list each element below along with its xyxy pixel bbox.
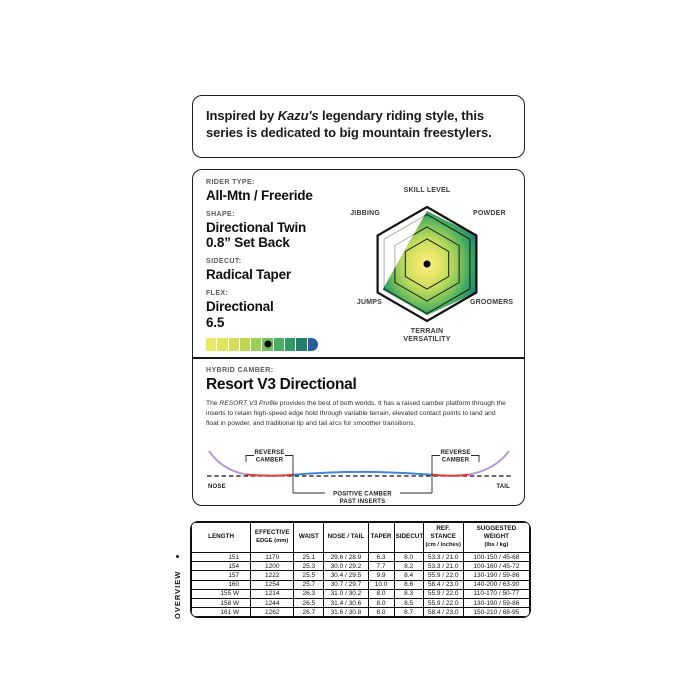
flex-scale-segment — [240, 338, 250, 351]
reverse-camber-right-label-line2: CAMBER — [441, 457, 470, 464]
radar-axis-jibbing: JIBBING — [350, 210, 380, 217]
cell-taper: 8.0 — [368, 589, 394, 598]
camber-nose-tip-curve — [209, 451, 246, 475]
cell-sidecut: 8.7 — [394, 608, 423, 617]
cell-waist: 25.7 — [294, 580, 324, 589]
cell-suggested-weight: 130-190 / 59-86 — [463, 571, 529, 580]
intro-italic-name: Kazu's — [277, 108, 319, 123]
intro-box — [192, 95, 525, 158]
nose-label: NOSE — [208, 484, 226, 491]
cell-taper: 8.0 — [368, 598, 394, 607]
table-row — [192, 553, 530, 562]
cell-length: 160 — [192, 580, 251, 589]
flex-scale-bar — [206, 338, 318, 351]
spec-section — [193, 170, 524, 357]
cell-sidecut: 8.5 — [394, 598, 423, 607]
table-row — [192, 571, 530, 580]
table-row — [192, 589, 530, 598]
cell-waist: 25.1 — [294, 553, 324, 562]
radar-center-dot — [424, 261, 431, 268]
cell-suggested-weight: 150-210 / 68-95 — [463, 608, 529, 617]
reverse-camber-left-label-line1: REVERSE — [254, 450, 285, 457]
table-header-ref-stance: REF. STANCE (cm / inches) — [423, 523, 463, 553]
cell-suggested-weight: 100-160 / 45-72 — [463, 562, 529, 571]
camber-profile-name: RESORT V3 Profile — [219, 400, 278, 407]
cell-length: 151 — [192, 553, 251, 562]
cell-waist: 25.5 — [294, 571, 324, 580]
cell-length: 161 W — [192, 608, 251, 617]
camber-positive-curve — [293, 472, 432, 475]
positive-camber-label-line1: POSITIVE CAMBER — [333, 491, 392, 498]
camber-tail-tip-curve — [469, 451, 509, 475]
radar-axis-powder: POWDER — [473, 210, 506, 217]
rider-type-label: RIDER TYPE: — [206, 179, 255, 186]
camber-reverse-left-curve — [246, 475, 293, 476]
flex-scale-segment — [274, 338, 284, 351]
tail-label: TAIL — [496, 484, 510, 491]
cell-sidecut: 8.4 — [394, 571, 423, 580]
table-header-row — [192, 523, 530, 553]
cell-length: 154 — [192, 562, 251, 571]
table-header-suggested-weight: SUGGESTED WEIGHT (lbs / kg) — [463, 523, 529, 553]
cell-nose-tail: 30.4 / 29.5 — [324, 571, 368, 580]
cell-length: 157 — [192, 571, 251, 580]
reverse-camber-right-label-line1: REVERSE — [440, 450, 471, 457]
cell-taper: 9.9 — [368, 571, 394, 580]
cell-nose-tail: 31.6 / 30.8 — [324, 608, 368, 617]
cell-waist: 26.3 — [294, 589, 324, 598]
cell-suggested-weight: 140-200 / 63-90 — [463, 580, 529, 589]
cell-effective-edge: 1254 — [251, 580, 294, 589]
radar-axis-skill-level: SKILL LEVEL — [403, 187, 451, 194]
camber-title: Resort V3 Directional — [206, 376, 357, 393]
cell-ref-stance: 58.4 / 23.0 — [423, 608, 463, 617]
cell-effective-edge: 1262 — [251, 608, 294, 617]
cell-suggested-weight: 110-170 / 50-77 — [463, 589, 529, 598]
cell-nose-tail: 30.7 / 29.7 — [324, 580, 368, 589]
cell-ref-stance: 55.9 / 22.0 — [423, 589, 463, 598]
cell-taper: 8.0 — [368, 608, 394, 617]
table-row — [192, 598, 530, 607]
cell-taper: 6.3 — [368, 553, 394, 562]
table-header-effective-edge: EFFECTIVE EDGE (mm) — [251, 523, 294, 553]
cell-ref-stance: 58.4 / 23.0 — [423, 580, 463, 589]
cell-suggested-weight: 100-150 / 45-68 — [463, 553, 529, 562]
cell-nose-tail: 30.0 / 29.2 — [324, 562, 368, 571]
radar-axis-terrain-line1: TERRAIN — [410, 328, 444, 335]
shape-label: SHAPE: — [206, 211, 235, 219]
tab-overview[interactable]: OVERVIEW — [173, 570, 182, 619]
flex-value: Directional 6.5 — [206, 299, 274, 330]
cell-ref-stance: 55.9 / 22.0 — [423, 571, 463, 580]
table-row — [192, 580, 530, 589]
camber-description: The RESORT V3 Profile provides the best of both worlds. It has a raised camber platform through the inserts to retain high-speed edge hold through variable terrain, elevated contact points to land and float in powder, and traditional tip and tail arcs for smoother transitions. — [206, 400, 506, 428]
radar-chart — [331, 172, 523, 352]
cell-ref-stance: 53.3 / 21.0 — [423, 562, 463, 571]
hybrid-camber-label: HYBRID CAMBER: — [206, 367, 274, 374]
table-header-sidecut: SIDECUT — [394, 523, 423, 553]
cell-suggested-weight: 130-190 / 59-86 — [463, 598, 529, 607]
flex-scale-segment — [206, 338, 216, 351]
camber-diagram — [206, 443, 512, 505]
shape-value: Directional Twin 0.8” Set Back — [206, 220, 307, 251]
cell-length: 158 W — [192, 598, 251, 607]
cell-taper: 10.0 — [368, 580, 394, 589]
cell-nose-tail: 31.0 / 30.2 — [324, 589, 368, 598]
cell-effective-edge: 1200 — [251, 562, 294, 571]
table-header-taper: TAPER — [368, 523, 394, 553]
reverse-camber-left-label-line2: CAMBER — [255, 457, 284, 464]
cell-effective-edge: 1244 — [251, 598, 294, 607]
table-header-nose-tail: NOSE / TAIL — [324, 523, 368, 553]
flex-label: FLEX: — [206, 290, 229, 298]
radar-axis-jumps: JUMPS — [356, 299, 382, 306]
overview-bullet-dot — [176, 555, 179, 558]
spec-box — [192, 169, 525, 506]
cell-effective-edge: 1222 — [251, 571, 294, 580]
cell-effective-edge: 1214 — [251, 589, 294, 598]
sidecut-value: Radical Taper — [206, 267, 291, 283]
flex-scale-segment — [229, 338, 239, 351]
positive-camber-label-line2: PAST INSERTS — [339, 499, 386, 506]
table-header-waist: WAIST — [294, 523, 324, 553]
cell-effective-edge: 1170 — [251, 553, 294, 562]
size-spec-table — [190, 521, 531, 618]
radar-axis-groomers: GROOMERS — [470, 299, 514, 306]
table-row — [192, 608, 530, 617]
cell-waist: 26.7 — [294, 608, 324, 617]
cell-length: 155 W — [192, 589, 251, 598]
camber-section — [193, 357, 524, 505]
cell-waist: 25.3 — [294, 562, 324, 571]
rider-type-value: All-Mtn / Freeride — [206, 188, 313, 203]
cell-nose-tail: 29.6 / 28.9 — [324, 553, 368, 562]
cell-ref-stance: 53.3 / 21.0 — [423, 553, 463, 562]
flex-scale-segment — [308, 338, 318, 351]
flex-scale-segment — [285, 338, 295, 351]
cell-sidecut: 8.3 — [394, 589, 423, 598]
camber-reverse-right-curve — [432, 475, 469, 476]
cell-sidecut: 8.6 — [394, 580, 423, 589]
intro-text: Inspired by Kazu's legendary riding style, this series is dedicated to big mountain freestylers. — [206, 108, 492, 141]
cell-waist: 26.5 — [294, 598, 324, 607]
table-header-length: LENGTH — [192, 523, 251, 553]
flex-scale-segment — [251, 338, 261, 351]
cell-sidecut: 8.0 — [394, 553, 423, 562]
cell-sidecut: 8.2 — [394, 562, 423, 571]
radar-axis-terrain-line2: VERSATILITY — [403, 336, 451, 343]
flex-rating-dot — [264, 341, 271, 348]
cell-taper: 7.7 — [368, 562, 394, 571]
flex-scale-segment — [217, 338, 227, 351]
flex-scale-segment — [296, 338, 306, 351]
table-row — [192, 562, 530, 571]
sidecut-label: SIDECUT: — [206, 258, 242, 266]
cell-nose-tail: 31.4 / 30.6 — [324, 598, 368, 607]
cell-ref-stance: 55.9 / 22.0 — [423, 598, 463, 607]
